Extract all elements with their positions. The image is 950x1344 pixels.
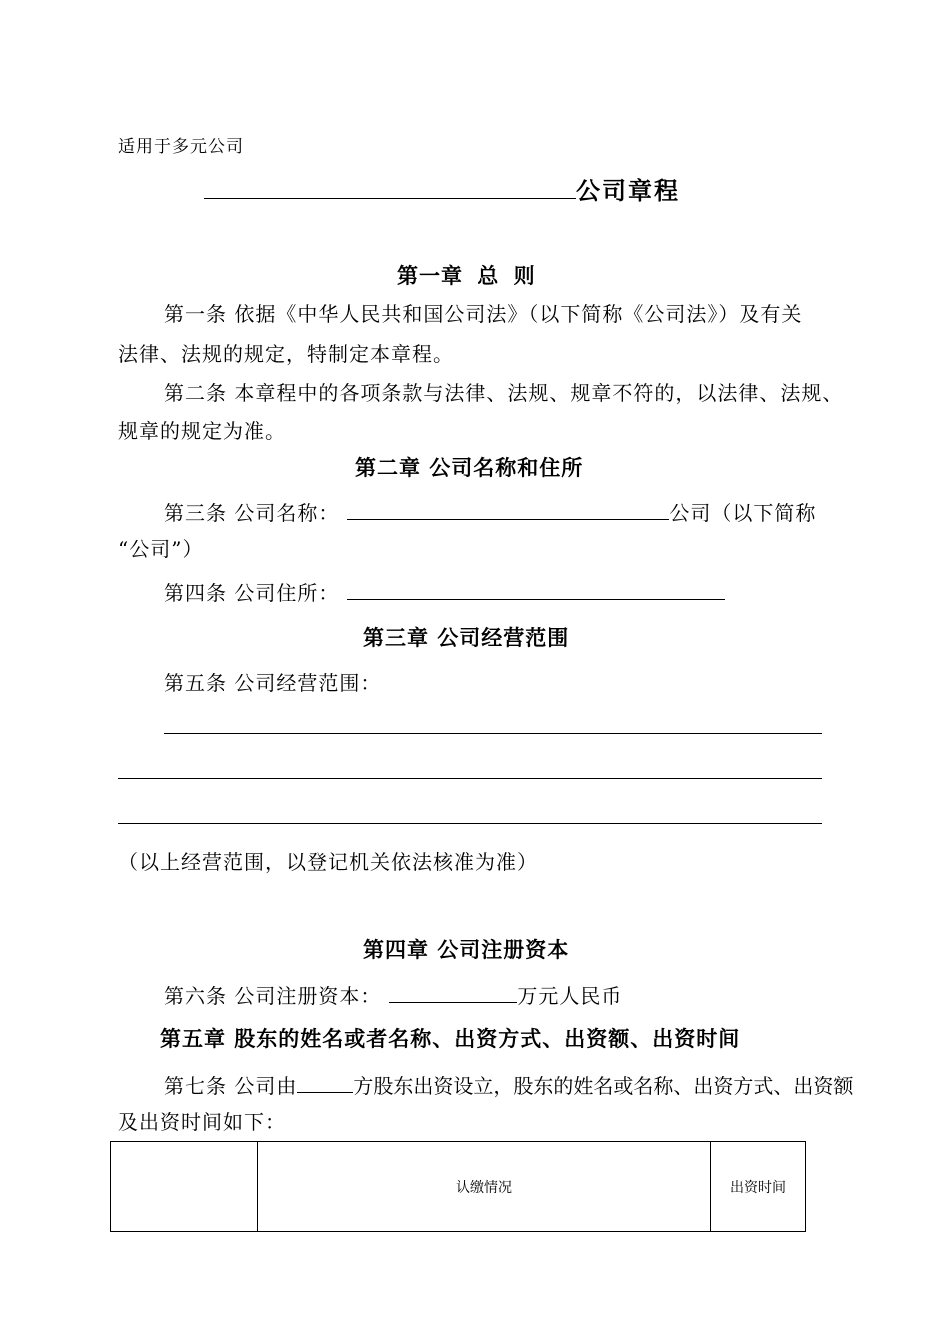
company-address-field[interactable] — [347, 579, 725, 600]
chapter-2-title: 第二章 公司名称和住所 — [355, 455, 584, 480]
article-6-suffix: 万元人民币 — [517, 984, 623, 1008]
business-scope-line-3[interactable] — [118, 823, 822, 824]
article-5-label: 第五条 公司经营范围： — [164, 671, 382, 695]
article-4-line — [164, 577, 725, 606]
article-3-label: 第三条 公司名称： — [164, 501, 340, 525]
document-title: 公司章程 — [576, 176, 680, 205]
chapter-5-title: 第五章 股东的姓名或者名称、出资方式、出资额、出资时间 — [160, 1026, 741, 1051]
table-header-contribution-time: 出资时间 — [711, 1142, 806, 1232]
article-7-line-1 — [164, 1070, 853, 1099]
company-name-blank[interactable] — [204, 170, 576, 199]
company-name-field[interactable] — [347, 499, 669, 520]
article-2-line-2: 规章的规定为准。 — [118, 419, 286, 443]
table-row — [111, 1142, 806, 1232]
article-4-label: 第四条 公司住所： — [164, 581, 340, 605]
scope-note: （以上经营范围，以登记机关依法核准为准） — [118, 850, 538, 874]
capital-contribution-table — [110, 1141, 806, 1232]
article-1-line-2: 法律、法规的规定，特制定本章程。 — [118, 342, 454, 366]
table-header-subscription: 认缴情况 — [258, 1142, 711, 1232]
article-3-suffix: 公司（以下简称 — [669, 501, 817, 525]
article-6-line — [164, 980, 622, 1009]
article-7-prefix: 第七条 公司由 — [164, 1074, 298, 1098]
chapter-3-title: 第三章 公司经营范围 — [363, 625, 570, 650]
business-scope-line-2[interactable] — [118, 778, 822, 779]
chapter-1-title: 第一章 总 则 — [397, 263, 536, 288]
chapter-4-title: 第四章 公司注册资本 — [363, 937, 570, 962]
header-note: 适用于多元公司 — [118, 137, 244, 157]
article-3-line-2: “公司”） — [118, 537, 204, 561]
article-3-line-1 — [164, 497, 816, 526]
article-7-line-2: 及出资时间如下： — [118, 1110, 286, 1134]
article-7-suffix: 方股东出资设立，股东的姓名或名称、出资方式、出资额 — [353, 1074, 854, 1098]
business-scope-line-1[interactable] — [164, 733, 822, 734]
shareholder-count-field[interactable] — [297, 1072, 353, 1093]
registered-capital-field[interactable] — [389, 982, 517, 1003]
article-2-line-1: 第二条 本章程中的各项条款与法律、法规、规章不符的，以法律、法规、 — [164, 381, 844, 405]
article-6-label: 第六条 公司注册资本： — [164, 984, 382, 1008]
table-header-cell-1 — [111, 1142, 258, 1232]
article-1-line-1: 第一条 依据《中华人民共和国公司法》（以下简称《公司法》）及有关 — [164, 302, 803, 326]
document-title-row — [204, 170, 680, 206]
